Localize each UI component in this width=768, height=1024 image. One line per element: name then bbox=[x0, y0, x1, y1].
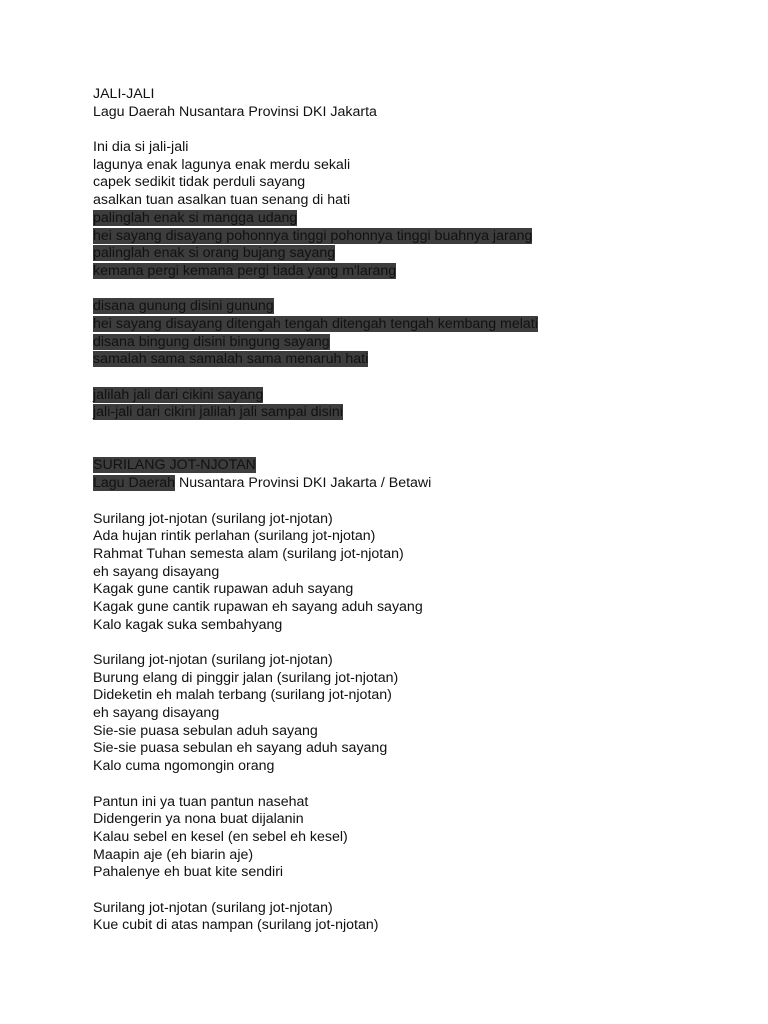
blank-line bbox=[93, 369, 753, 387]
highlighted-text: jalilah jali dari cikini sayang bbox=[93, 386, 264, 403]
lyric-line: Dideketin eh malah terbang (surilang jot-njotan) bbox=[93, 687, 392, 704]
lyric-line: lagunya enak lagunya enak merdu sekali bbox=[93, 156, 351, 173]
lyric-line: Kalo cuma ngomongin orang bbox=[93, 758, 275, 775]
lyric-line: Surilang jot-njotan (surilang jot-njotan) bbox=[93, 652, 333, 668]
document-page bbox=[93, 86, 753, 935]
highlighted-text: disana gunung disini gunung bbox=[93, 298, 274, 315]
lyric-line-highlighted bbox=[93, 210, 753, 228]
blank-line bbox=[93, 776, 753, 794]
lyric-line-highlighted bbox=[93, 263, 753, 281]
song-subtitle bbox=[93, 475, 753, 493]
highlighted-text: hei sayang disayang ditengah tengah ditengah tengah kembang melati bbox=[93, 315, 538, 332]
blank-line bbox=[93, 422, 753, 440]
lyric-line: eh sayang disayang bbox=[93, 705, 220, 722]
blank-line bbox=[93, 281, 753, 299]
lyric-line: Kagak gune cantik rupawan eh sayang aduh sayang bbox=[93, 598, 423, 615]
lyric-line-highlighted bbox=[93, 298, 753, 316]
blank-line bbox=[93, 634, 753, 652]
lyric-line: Maapin aje (eh biarin aje) bbox=[93, 846, 254, 863]
lyric-line-highlighted bbox=[93, 316, 753, 334]
lyric-line-highlighted bbox=[93, 228, 753, 246]
song-subtitle: Lagu Daerah Nusantara Provinsi DKI Jakarta bbox=[93, 103, 377, 120]
blank-line bbox=[93, 493, 753, 511]
lyric-line: Kalau sebel en kesel (en sebel eh kesel) bbox=[93, 828, 348, 845]
blank-line bbox=[93, 121, 753, 139]
lyric-line: Burung elang di pinggir jalan (surilang jot-njotan) bbox=[93, 669, 399, 686]
blank-line bbox=[93, 440, 753, 458]
song-title: JALI-JALI bbox=[93, 86, 155, 102]
lyric-line: Sie-sie puasa sebulan eh sayang aduh sayang bbox=[93, 740, 388, 757]
lyric-line: Sie-sie puasa sebulan aduh sayang bbox=[93, 722, 318, 739]
highlighted-text: Lagu Daerah bbox=[93, 475, 176, 492]
lyric-line-highlighted bbox=[93, 351, 753, 369]
lyric-line-highlighted bbox=[93, 334, 753, 352]
lyric-line: Kagak gune cantik rupawan aduh sayang bbox=[93, 581, 354, 598]
lyric-line: Rahmat Tuhan semesta alam (surilang jot-njotan) bbox=[93, 545, 404, 562]
lyric-line: asalkan tuan asalkan tuan senang di hati bbox=[93, 192, 351, 209]
lyric-line: Surilang jot-njotan (surilang jot-njotan) bbox=[93, 899, 333, 916]
lyric-line: eh sayang disayang bbox=[93, 563, 220, 580]
highlighted-text: palinglah enak si mangga udang bbox=[93, 209, 298, 226]
highlighted-text: jali-jali dari cikini jalilah jali sampai disini bbox=[93, 404, 343, 421]
blank-line bbox=[93, 882, 753, 900]
highlighted-text: SURILANG JOT-NJOTAN bbox=[93, 457, 256, 474]
subtitle-text: Nusantara Provinsi DKI Jakarta / Betawi bbox=[175, 475, 432, 492]
lyric-line: capek sedikit tidak perduli sayang bbox=[93, 174, 306, 191]
highlighted-text: samalah sama samalah sama menaruh hati bbox=[93, 351, 369, 368]
lyric-line: Ada hujan rintik perlahan (surilang jot-njotan) bbox=[93, 528, 376, 545]
lyric-line: Ini dia si jali-jali bbox=[93, 139, 189, 156]
highlighted-text: disana bingung disini bingung sayang bbox=[93, 333, 330, 350]
lyric-line: Didengerin ya nona buat dijalanin bbox=[93, 811, 304, 828]
lyric-line: Pantun ini ya tuan pantun nasehat bbox=[93, 793, 309, 810]
lyric-line: Kue cubit di atas nampan (surilang jot-njotan) bbox=[93, 917, 379, 934]
highlighted-text: kemana pergi kemana pergi tiada yang m'larang bbox=[93, 262, 397, 279]
lyric-line-highlighted bbox=[93, 404, 753, 422]
lyric-line: Surilang jot-njotan (surilang jot-njotan) bbox=[93, 510, 333, 527]
song-title-highlighted bbox=[93, 457, 753, 475]
lyric-line-highlighted bbox=[93, 387, 753, 405]
highlighted-text: palinglah enak si orang bujang sayang bbox=[93, 245, 336, 262]
highlighted-text: hei sayang disayang pohonnya tinggi pohonnya tinggi buahnya jarang bbox=[93, 227, 533, 244]
lyric-line: Kalo kagak suka sembahyang bbox=[93, 616, 283, 633]
lyric-line: Pahalenye eh buat kite sendiri bbox=[93, 864, 284, 881]
lyric-line-highlighted bbox=[93, 245, 753, 263]
